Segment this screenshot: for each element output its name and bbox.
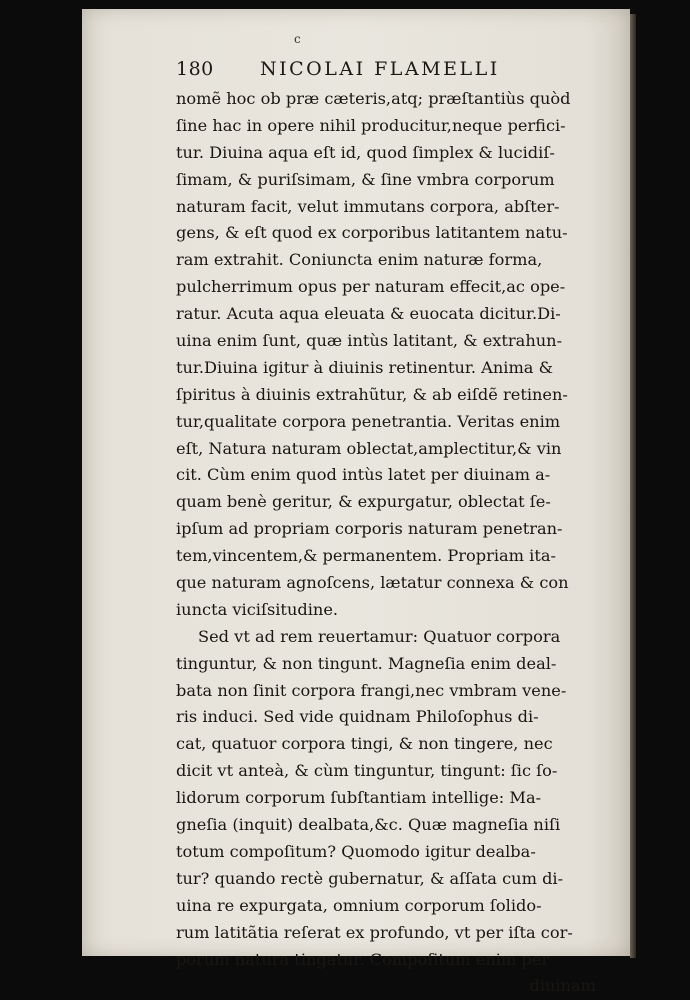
text-line: uina re expurgata, omnium corporum ſolido- [176,895,542,915]
text-line: tur? quando rectè gubernatur, & aſſata cum di- [176,868,564,888]
text-line: cat, quatuor corpora tingi, & non tingere, nec [176,734,553,754]
text-line: uina enim ſunt, quæ intùs latitant, & extrahun- [176,331,563,351]
text-line: cit. Cùm enim quod intùs latet per diuinam a- [176,465,551,485]
text-line: rum latitãtia reſerat ex profundo, vt per iſta cor- [176,922,573,942]
text-line: tur.Diuina igitur à diuinis retinentur. Anima & [176,357,553,377]
text-line: ipſum ad propriam corporis naturam penetran- [176,519,563,539]
signature-mark: c [294,32,301,46]
page-header [176,58,596,86]
text-line: tinguntur, & non tingunt. Magneſia enim deal- [176,653,557,673]
text-line: tur,qualitate corpora penetrantia. Veritas enim [176,411,561,431]
page-number: 180 [176,58,214,80]
text-line: pulcherrimum opus per naturam effecit,ac ope- [176,277,566,297]
text-line: tur. Diuina aqua eſt id, quod ſimplex & lucidiſ- [176,142,555,162]
text-line: nomẽ hoc ob præ cæteris,atq; præſtantiùs quòd [176,89,571,108]
text-line: bata non ſinit corpora frangi,nec vmbram vene- [176,680,567,700]
body-text [176,86,600,1000]
text-line: tem,vincentem,& permanentem. Propriam ita- [176,546,556,566]
text-line: ſpiritus à diuinis extrahũtur, & ab eiſdẽ retinen- [176,384,568,404]
text-line: eſt, Natura naturam oblectat,amplectitur,& vin [176,438,562,458]
text-line: ratur. Acuta aqua eleuata & euocata dicitur.Di- [176,304,561,324]
catchword: diuinam [529,976,596,996]
text-line: ſimam, & puriſsimam, & ſine vmbra corporum [176,169,555,189]
page-edge-shadow [630,14,636,958]
text-line: ris induci. Sed vide quidnam Philoſophus di- [176,707,539,727]
text-line: gneſia (inquit) dealbata,&c. Quæ magneſia niſi [176,815,561,835]
text-line: ſine hac in opere nihil producitur,neque perfici- [176,115,566,135]
text-line: naturam facit, velut immutans corpora, abſter- [176,196,560,216]
text-line: dicit vt anteà, & cùm tinguntur, tingunt: ſic ſo- [176,761,558,781]
text-line: porum natura tingatur. Compoſitum enim per [176,949,550,969]
text-line: gens, & eſt quod ex corporibus latitantem natu- [176,223,568,243]
running-title: NICOLAI FLAMELLI [260,58,500,80]
text-line: iuncta viciſsitudine. [176,599,339,619]
text-line: quam benè geritur, & expurgatur, oblectat ſe- [176,492,551,512]
text-line: totum compoſitum? Quomodo igitur dealba- [176,841,536,861]
text-line: que naturam agnoſcens, lætatur connexa & con [176,573,569,593]
paragraph-first-line: Sed vt ad rem reuertamur: Quatuor corpora [198,626,561,646]
text-line: lidorum corporum ſubſtantiam intellige: Ma- [176,788,542,808]
text-line: ram extrahit. Coniuncta enim naturæ forma, [176,250,543,270]
